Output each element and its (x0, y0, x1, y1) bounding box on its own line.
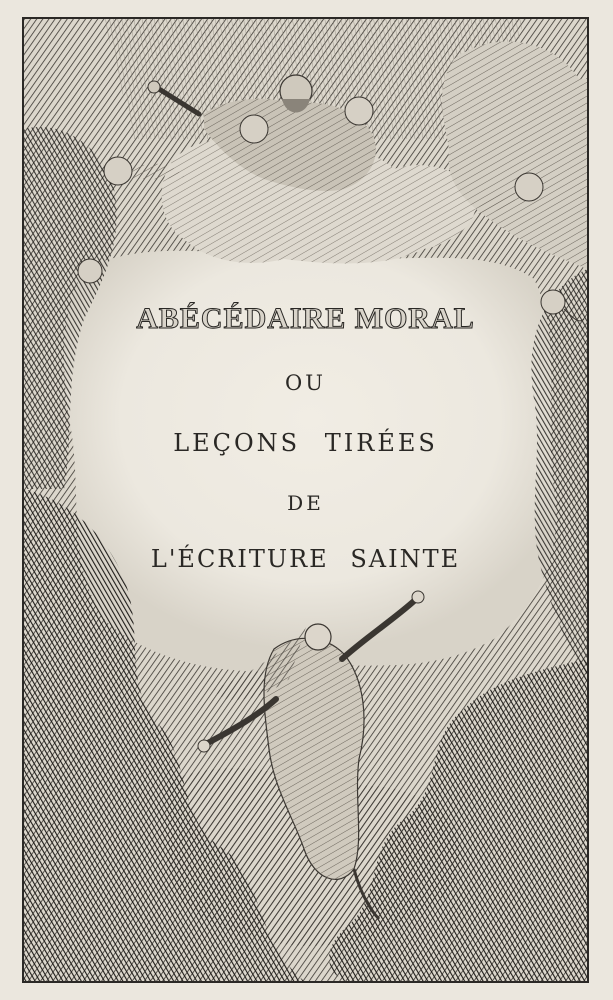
title-line-abecedaire-moral: ABÉCÉDAIRE MORAL (136, 302, 475, 335)
engraved-plate (22, 17, 589, 983)
title-line-lecons-tirees: LEÇONS TIRÉES (173, 429, 438, 457)
title-line-ou: OU (285, 371, 326, 395)
title-line-de: DE (287, 491, 324, 515)
title-line-ecriture-sainte: L'ÉCRITURE SAINTE (150, 545, 461, 573)
central-light-area (64, 251, 556, 672)
engraving-illustration (24, 19, 587, 981)
